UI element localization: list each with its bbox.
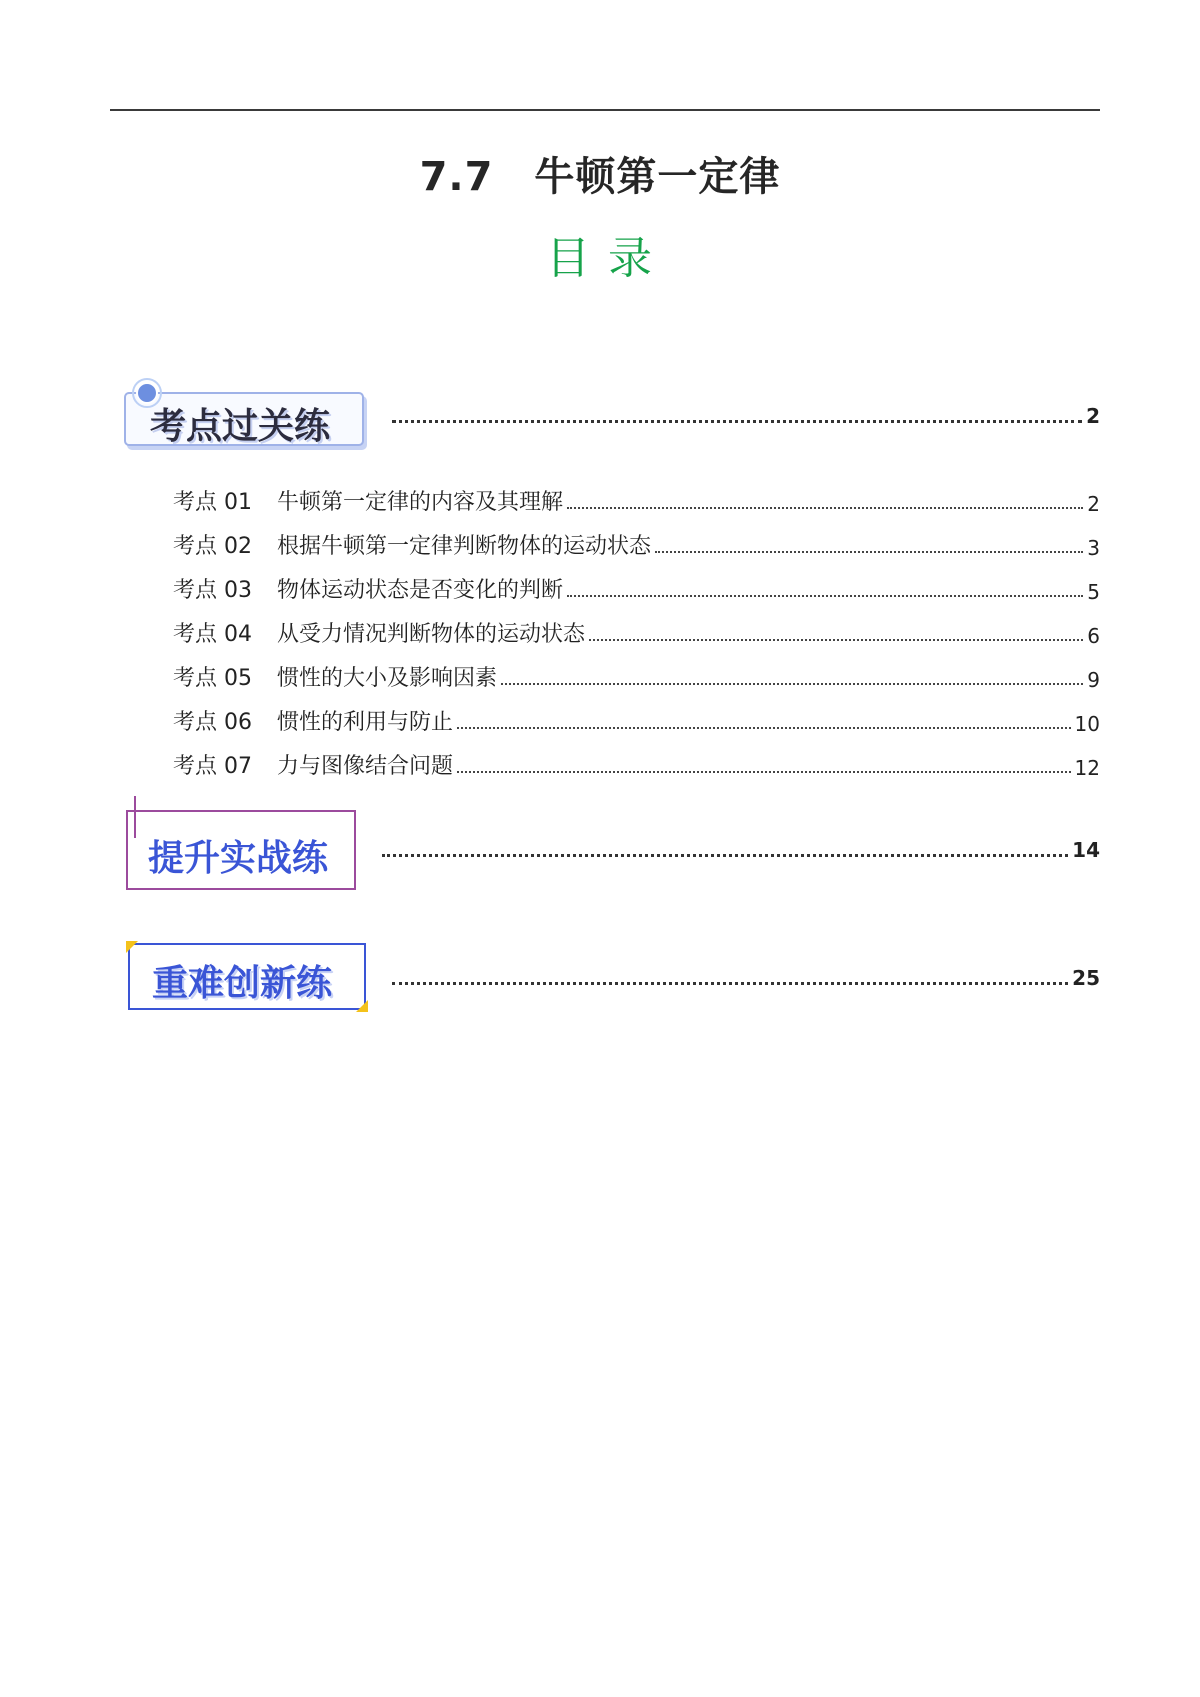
section-entry-advanced-practice[interactable] xyxy=(382,838,1100,862)
dot-leader xyxy=(501,682,1083,685)
toc-entry[interactable] xyxy=(173,560,1100,604)
section-badge-challenge-practice[interactable] xyxy=(128,943,366,1010)
toc-entry-label: 力与图像结合问题 xyxy=(277,754,454,779)
dot-leader xyxy=(567,594,1083,597)
section-page-number: 14 xyxy=(1072,838,1100,862)
toc-entry-label: 物体运动状态是否变化的判断 xyxy=(277,578,564,603)
section-badge-label: 提升实战练 xyxy=(148,838,329,879)
toc-entry[interactable] xyxy=(173,604,1100,648)
toc-list xyxy=(173,472,1100,780)
toc-entry-number: 考点 01 xyxy=(173,490,252,515)
document-title: 7.7 牛顿第一定律 xyxy=(419,154,781,200)
corner-accent-icon xyxy=(356,1000,368,1012)
section-page-number: 2 xyxy=(1086,404,1100,428)
toc-entry-number: 考点 07 xyxy=(173,754,252,779)
toc-entry-number: 考点 06 xyxy=(173,710,252,735)
section-badge-label: 重难创新练 xyxy=(152,963,333,1004)
toc-entry-page: 9 xyxy=(1087,668,1100,692)
toc-entry-page: 3 xyxy=(1087,536,1100,560)
dot-leader xyxy=(655,550,1083,553)
toc-entry-page: 2 xyxy=(1087,492,1100,516)
toc-entry-label: 惯性的利用与防止 xyxy=(277,710,454,735)
toc-entry-page: 12 xyxy=(1074,756,1100,780)
section-entry-challenge-practice[interactable] xyxy=(392,966,1100,990)
header-rule xyxy=(110,109,1100,111)
toc-entry-page: 5 xyxy=(1087,580,1100,604)
toc-entry[interactable] xyxy=(173,516,1100,560)
dot-leader xyxy=(392,981,1068,985)
toc-entry[interactable] xyxy=(173,692,1100,736)
dot-leader xyxy=(567,506,1083,509)
toc-entry[interactable] xyxy=(173,648,1100,692)
section-entry-checkpoint-practice[interactable] xyxy=(392,404,1100,428)
dot-leader xyxy=(457,770,1071,773)
dot-leader xyxy=(382,853,1068,857)
toc-entry[interactable] xyxy=(173,736,1100,780)
section-badge-advanced-practice[interactable] xyxy=(126,810,356,890)
section-badge-checkpoint-practice[interactable] xyxy=(124,392,364,446)
toc-entry-label: 从受力情况判断物体的运动状态 xyxy=(277,622,586,647)
toc-entry-number: 考点 04 xyxy=(173,622,252,647)
section-badge-label: 考点过关练 xyxy=(150,406,331,447)
dot-leader xyxy=(589,638,1083,641)
dot-leader xyxy=(457,726,1071,729)
toc-entry-page: 6 xyxy=(1087,624,1100,648)
toc-entry-number: 考点 02 xyxy=(173,534,252,559)
badge-accent-line xyxy=(134,796,136,838)
toc-entry-label: 根据牛顿第一定律判断物体的运动状态 xyxy=(277,534,652,559)
corner-accent-icon xyxy=(126,941,138,953)
dot-leader xyxy=(392,419,1082,423)
toc-entry-page: 10 xyxy=(1074,712,1100,736)
toc-entry[interactable] xyxy=(173,472,1100,516)
toc-entry-number: 考点 05 xyxy=(173,666,252,691)
toc-heading: 目 录 xyxy=(546,233,654,284)
toc-entry-label: 牛顿第一定律的内容及其理解 xyxy=(277,490,564,515)
section-page-number: 25 xyxy=(1072,966,1100,990)
toc-entry-number: 考点 03 xyxy=(173,578,252,603)
toc-entry-label: 惯性的大小及影响因素 xyxy=(277,666,498,691)
